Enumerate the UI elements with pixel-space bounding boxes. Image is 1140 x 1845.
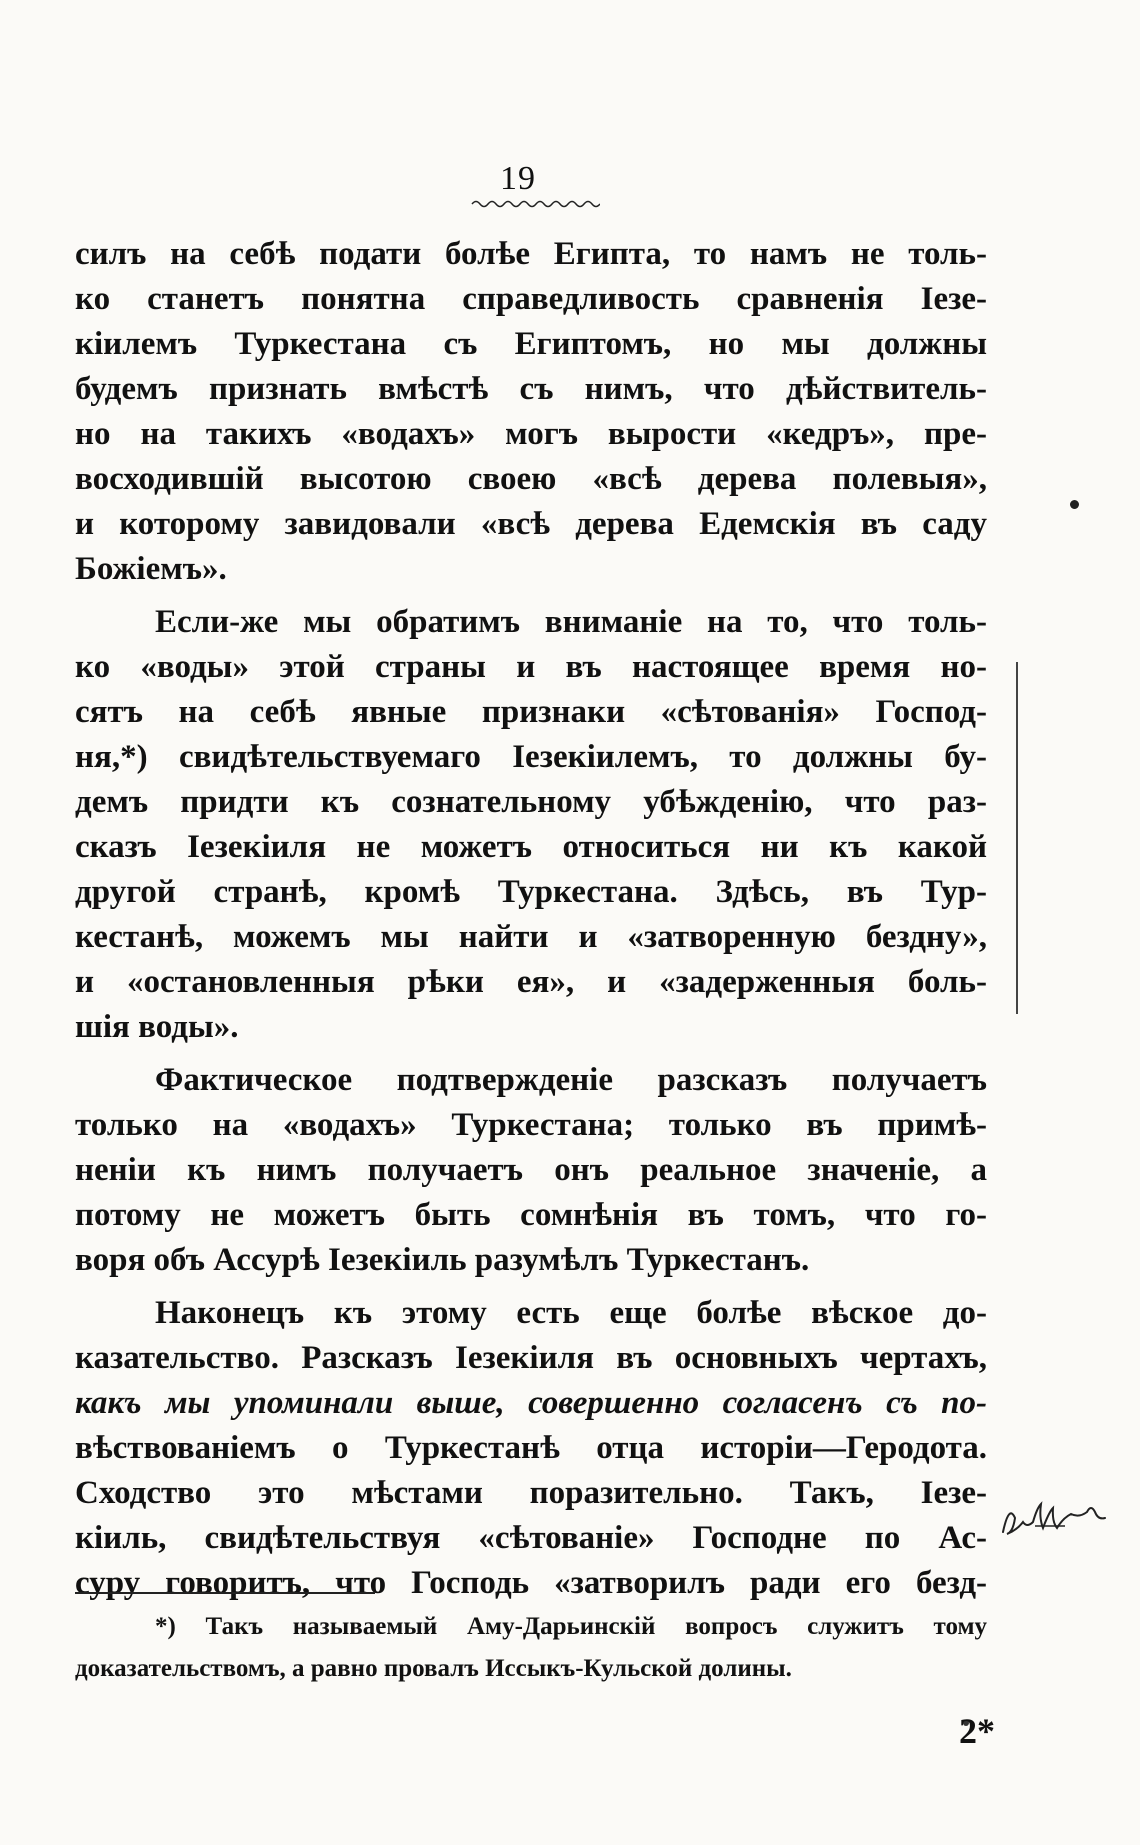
text-line: Божіемъ». xyxy=(75,551,227,587)
text-line: кіилемъ Туркестана съ Египтомъ, но мы должны xyxy=(75,326,987,362)
text-line: вѣствованіемъ о Туркестанѣ отца исторіи—Геродота. xyxy=(75,1430,987,1466)
signature-mark: 2* xyxy=(959,1711,995,1751)
text-line: только на «водахъ» Туркестана; только въ примѣ- xyxy=(75,1107,987,1143)
text-line: ко «воды» этой страны и въ настоящее время но- xyxy=(75,649,987,685)
paragraph-3 xyxy=(75,1058,987,1283)
text-line: Наконецъ къ этому есть еще болѣе вѣское до- xyxy=(155,1295,987,1331)
text-line: сказъ Іезекіиля не можетъ относиться ни къ какой xyxy=(75,829,987,865)
paragraph-4 xyxy=(75,1291,987,1606)
ornamental-rule xyxy=(470,198,600,210)
text-line: потому не можетъ быть сомнѣнія въ томъ, что го- xyxy=(75,1197,987,1233)
paragraph-1 xyxy=(75,232,987,592)
text-line: казательство. Разсказъ Іезекіиля въ основныхъ чертахъ, xyxy=(75,1340,987,1376)
text-line: демъ придти къ сознательному убѣжденію, что раз- xyxy=(75,784,987,820)
paragraph-2 xyxy=(75,600,987,1050)
text-line: воря объ Ассурѣ Іезекіиль разумѣлъ Туркестанъ. xyxy=(75,1242,810,1278)
text-line: будемъ признать вмѣстѣ съ нимъ, что дѣйствитель- xyxy=(75,371,987,407)
text-line: какъ мы упоминали выше, совершенно согласенъ съ по- xyxy=(75,1385,987,1421)
text-line: другой странѣ, кромѣ Туркестана. Здѣсь, въ Тур- xyxy=(75,874,987,910)
footnote-line: *) Такъ называемый Аму-Дарьинскій вопросъ служитъ тому xyxy=(155,1613,987,1640)
text-line: неніи къ нимъ получаетъ онъ реальное значеніе, а xyxy=(75,1152,987,1188)
text-line: шія воды». xyxy=(75,1009,239,1045)
margin-dot xyxy=(1070,500,1079,509)
footnote-divider xyxy=(75,1592,375,1594)
text-line: ко станетъ понятна справедливость сравненія Іезе- xyxy=(75,281,987,317)
text-line: суру говоритъ, что Господь «затворилъ ради его безд- xyxy=(75,1565,987,1601)
text-line: ня,*) свидѣтельствуемаго Іезекіилемъ, то должны бу- xyxy=(75,739,987,775)
text-line: и которому завидовали «всѣ дерева Едемскія въ саду xyxy=(75,506,987,542)
body-text xyxy=(75,232,987,1606)
text-line: сятъ на себѣ явные признаки «сѣтованія» Господ- xyxy=(75,694,987,730)
footnote xyxy=(75,1606,987,1690)
text-line: Если-же мы обратимъ вниманіе на то, что толь- xyxy=(155,604,987,640)
text-line: но на такихъ «водахъ» могъ вырости «кедръ», пре- xyxy=(75,416,987,452)
text-line: восходившій высотою своею «всѣ дерева полевыя», xyxy=(75,461,987,497)
text-line: кестанѣ, можемъ мы найти и «затворенную бездну», xyxy=(75,919,987,955)
text-line: и «остановленныя рѣки ея», и «задерженныя боль- xyxy=(75,964,987,1000)
text-line: Сходство это мѣстами поразительно. Такъ, Іезе- xyxy=(75,1475,987,1511)
margin-bracket-mark xyxy=(1016,662,1028,1014)
text-line: силъ на себѣ подати болѣе Египта, то намъ не толь- xyxy=(75,236,987,272)
footnote-line: доказательствомъ, а равно провалъ Иссыкъ-Кульской долины. xyxy=(75,1655,792,1682)
handwritten-signature xyxy=(995,1492,1125,1552)
text-line: Фактическое подтвержденіе разсказъ получаетъ xyxy=(155,1062,987,1098)
text-line: кіиль, свидѣтельствуя «сѣтованіе» Господне по Ас- xyxy=(75,1520,987,1556)
page-number: 19 xyxy=(500,160,536,197)
